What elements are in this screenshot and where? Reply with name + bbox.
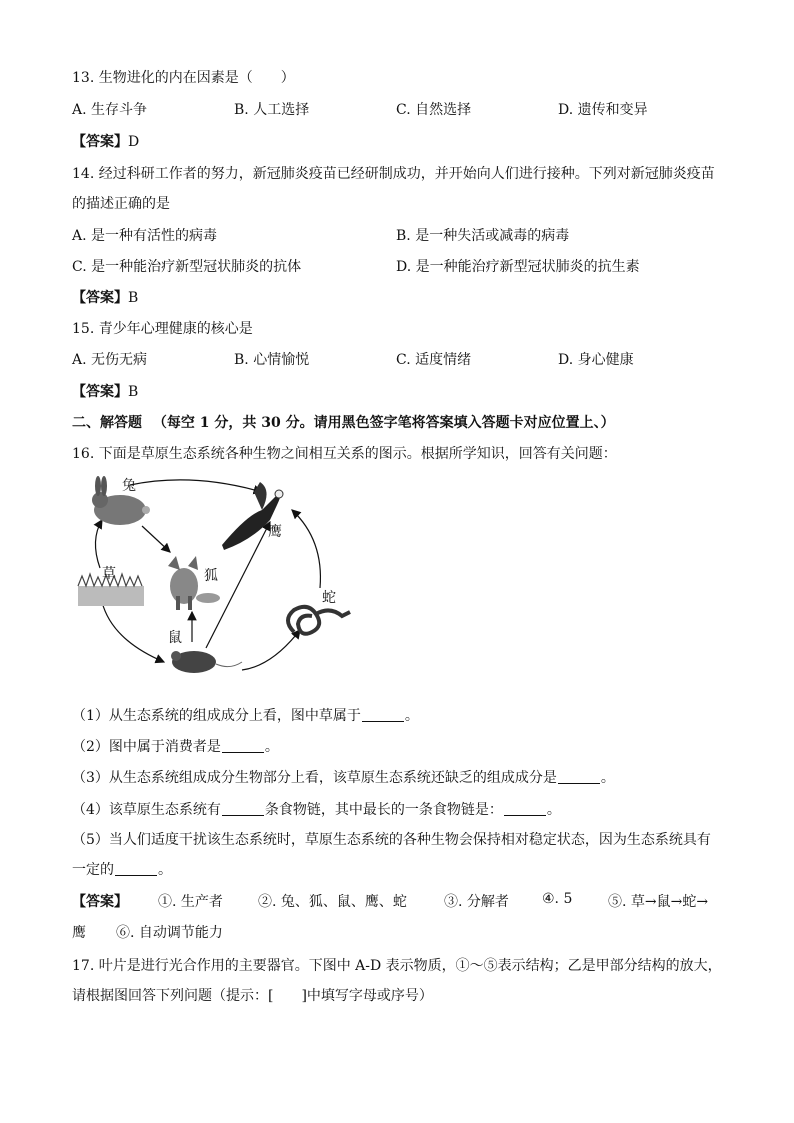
q13-option-d: D. 遗传和变异 [558,102,648,118]
answer-value: B [128,384,139,400]
q14-option-b: B. 是一种失活或减毒的病毒 [396,228,570,244]
q16-answer-5: ⑤. 草→鼠→蛇→ [608,894,709,910]
section-title: 二、解答题 [72,415,142,431]
q15-option-d: D. 身心健康 [558,352,634,368]
q13-answer [72,131,139,151]
q16-answer-label: 【答案】 [72,894,128,910]
sub4-text: （4）该草原生态系统有 [72,802,221,818]
answer-label: 【答案】 [72,290,128,306]
answer-value: B [128,290,139,306]
q16-sub1 [72,705,419,725]
q16-sub4 [72,799,561,819]
q15-option-a: A. 无伤无病 [72,352,148,368]
sub3-text: （3）从生态系统组成成分生物部分上看，该草原生态系统还缺乏的组成成分是 [72,770,557,786]
arrow-mouse-to-snake [242,630,300,670]
q14-option-c: C. 是一种能治疗新型冠状肺炎的抗体 [72,259,302,275]
label-mouse: 鼠 [168,630,182,646]
section-heading [72,412,615,432]
q14-option-d: D. 是一种能治疗新型冠状肺炎的抗生素 [396,259,640,275]
blank-4 [222,801,264,816]
q16-answer-6: ⑥. 自动调节能力 [116,925,223,941]
sub5-end: 。 [158,862,172,878]
sub3-end: 。 [600,770,615,786]
food-web-figure [72,470,362,684]
label-grass: 草 [102,566,116,582]
sub1-text: （1）从生态系统的组成成分上看，图中草属于 [72,708,361,724]
blank-2 [222,738,264,753]
q16-sub2 [72,736,279,756]
mouse-illustration [171,651,242,673]
q15-answer [72,381,138,401]
sub1-end: 。 [404,708,419,724]
q16-sub5-line1: （5）当人们适度干扰该生态系统时，草原生态系统的各种生物会保持相对稳定状态，因为生态系统具有 [72,832,711,848]
arrow-snake-to-eagle [292,510,320,588]
answer-value: D [128,134,140,150]
q16-stem: 16. 下面是草原生态系统各种生物之间相互关系的图示。根据所学知识，回答有关问题： [72,446,617,462]
q17-line2: 请根据图回答下列问题（提示：[ ]中填写字母或序号） [72,988,433,1004]
label-rabbit: 兔 [122,478,136,494]
label-snake: 蛇 [322,590,336,606]
answer-label: 【答案】 [72,384,128,400]
q13-option-a: A. 生存斗争 [72,102,148,118]
snake-illustration [288,607,350,634]
q14-stem-line1: 14. 经过科研工作者的努力，新冠肺炎疫苗已经研制成功，并开始向人们进行接种。下列对新冠肺炎疫苗 [72,166,715,182]
arrow-grass-to-mouse [102,602,164,662]
arrow-rabbit-to-fox [142,526,170,552]
q15-stem: 15. 青少年心理健康的核心是 [72,321,253,337]
q14-stem-line2: 的描述正确的是 [72,196,170,212]
q14-answer [72,287,138,307]
q16-answer-4: ④. 5 [542,891,573,907]
q13-option-b: B. 人工选择 [234,102,310,118]
blank-6 [115,861,157,876]
q15-option-c: C. 适度情绪 [396,352,472,368]
q13-option-c: C. 自然选择 [396,102,472,118]
section-note: （每空 1 分，共 30 分。请用黑色签字笔将答案填入答题卡对应位置上、） [152,415,615,431]
sub2-end: 。 [264,739,279,755]
q16-answer-3: ③. 分解者 [444,894,509,910]
q17-line1: 17. 叶片是进行光合作用的主要器官。下图中 A-D 表示物质，①～⑤表示结构；乙是甲部分结构的放大， [72,958,722,974]
q16-answer-5-cont: 鹰 [72,925,86,941]
answer-label: 【答案】 [72,134,128,150]
blank-5 [504,801,546,816]
sub4-end: 。 [546,802,561,818]
q15-option-b: B. 心情愉悦 [234,352,310,368]
q16-answer-2: ②. 兔、狐、鼠、鹰、蛇 [258,894,407,910]
arrow-rabbit-to-eagle [130,480,262,492]
q14-option-a: A. 是一种有活性的病毒 [72,228,218,244]
arrow-grass-to-rabbit [95,520,102,568]
blank-1 [362,707,404,722]
label-fox: 狐 [204,568,218,584]
q16-sub3 [72,767,615,787]
q16-answer-1: ①. 生产者 [158,894,223,910]
sub2-text: （2）图中属于消费者是 [72,739,221,755]
q16-sub5-line2 [72,859,172,879]
label-eagle: 鹰 [268,524,282,540]
q13-stem: 13. 生物进化的内在因素是（ ） [72,70,295,86]
sub5-text: 一定的 [72,862,114,878]
blank-3 [558,769,600,784]
sub4-middle: 条食物链，其中最长的一条食物链是： [264,802,503,818]
